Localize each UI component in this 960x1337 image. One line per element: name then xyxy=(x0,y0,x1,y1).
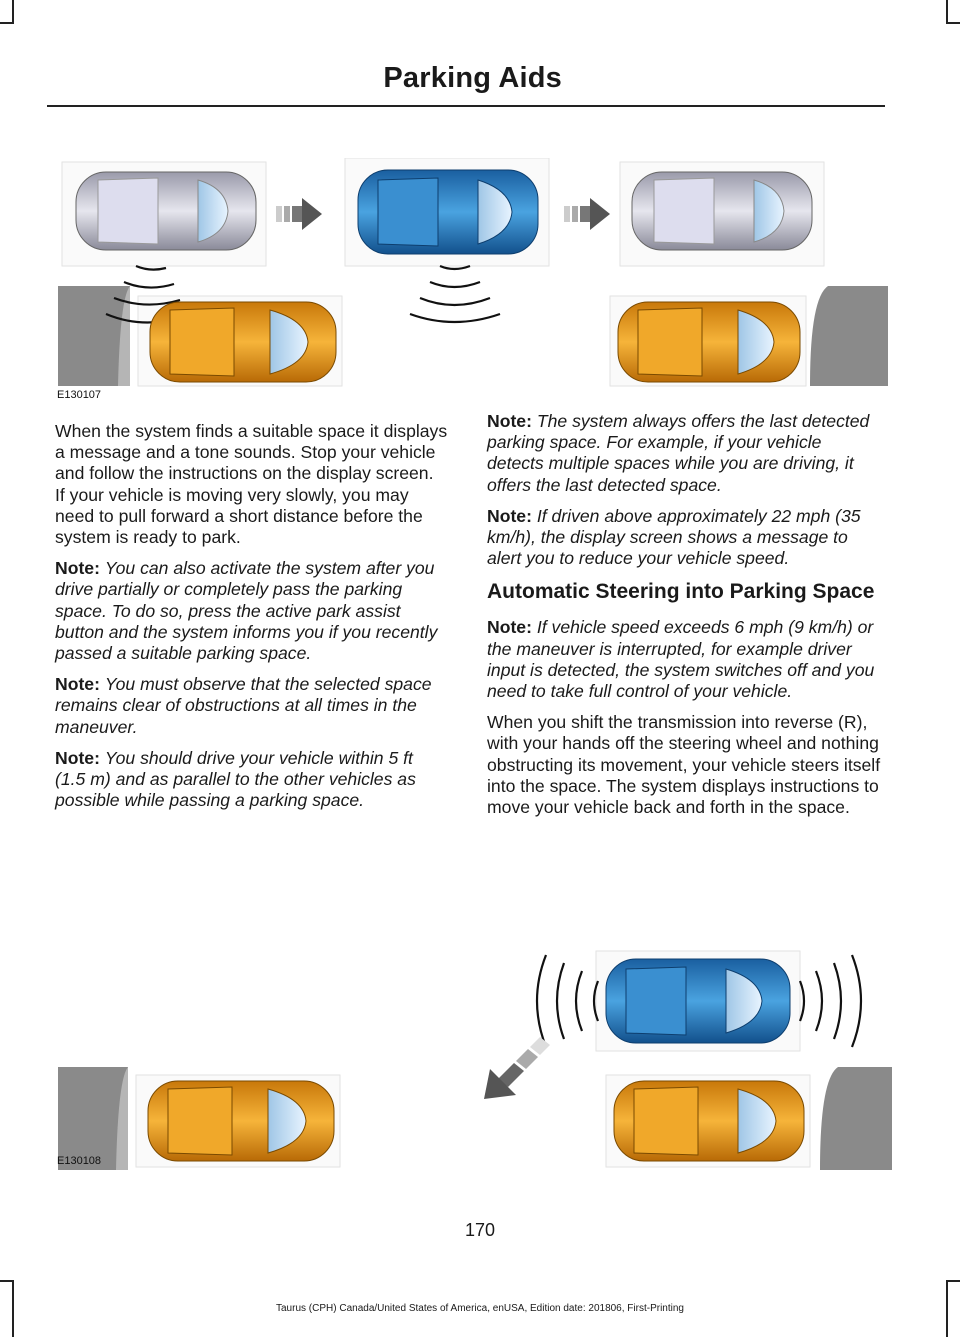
orange-car-icon xyxy=(148,1081,334,1161)
note-label: Note: xyxy=(55,674,100,695)
note xyxy=(487,411,882,496)
figure-code: E130107 xyxy=(57,389,102,401)
note-text: You must observe that the selected space remains clear of obstructions at all times in the maneuver. xyxy=(55,674,432,737)
orange-car-icon xyxy=(614,1081,804,1161)
left-column xyxy=(55,421,448,821)
note xyxy=(487,617,882,702)
paragraph: When the system finds a suitable space it displays a message and a tone sounds. Stop your vehicle and follow the instructions on the display screen. If your vehicle is moving very slowly, you may need to pull forward a short distance before the system is ready to park. xyxy=(55,421,448,548)
blue-car-icon xyxy=(358,170,538,254)
blue-car-icon xyxy=(606,959,790,1043)
silver-car-icon xyxy=(76,172,256,250)
note-label: Note: xyxy=(487,411,532,431)
header-rule xyxy=(47,105,885,107)
reverse-arrow-icon xyxy=(484,1037,550,1099)
figure-parking-space-detection xyxy=(58,158,888,388)
note xyxy=(487,506,882,570)
sensor-waves-icon xyxy=(410,266,500,322)
note-text: If driven above approximately 22 mph (35 km/h), the display screen shows a message to alert you to reduce your vehicle speed. xyxy=(487,505,861,569)
note-text: If vehicle speed exceeds 6 mph (9 km/h) or the maneuver is interrupted, for example driver input is detected, the system switches off and you need to take full control of your vehicle. xyxy=(487,617,875,702)
arrow-right-icon xyxy=(276,198,322,230)
silver-car-icon xyxy=(632,172,812,250)
parking-diagram-2 xyxy=(58,945,892,1170)
page-title: Parking Aids xyxy=(383,62,562,94)
orange-car-icon xyxy=(618,302,800,382)
crop-mark xyxy=(946,0,948,24)
note-text: You should drive your vehicle within 5 ft (1.5 m) and as parallel to the other vehicles as possible while passing a parking space. xyxy=(55,747,416,811)
figure-automatic-steering xyxy=(58,945,892,1170)
crop-mark xyxy=(0,1280,14,1282)
sensor-waves-icon xyxy=(800,955,861,1047)
crop-mark xyxy=(946,22,960,24)
figure-code: E130108 xyxy=(57,1155,102,1167)
right-column xyxy=(487,411,882,828)
note-text: The system always offers the last detected parking space. For example, if your vehicle detects multiple spaces while you are driving, it offers the last detected space. xyxy=(487,411,870,495)
curb-block xyxy=(820,1067,892,1170)
crop-mark xyxy=(0,22,14,24)
section-heading: Automatic Steering into Parking Space xyxy=(487,580,875,604)
note-label: Note: xyxy=(55,747,100,768)
note xyxy=(55,558,448,664)
crop-mark xyxy=(12,0,14,24)
page-number: 170 xyxy=(464,1220,496,1240)
orange-car-icon xyxy=(150,302,336,382)
note xyxy=(55,748,448,812)
arrow-right-icon xyxy=(564,198,610,230)
note-text: You can also activate the system after you drive partially or completely pass the parking space. To do so, press the active park assist button and the system informs you if you recently passed a suitable parking space. xyxy=(55,558,438,664)
footer-text: Taurus (CPH) Canada/United States of America, enUSA, Edition date: 201806, First-Printing xyxy=(276,1303,684,1314)
note-label: Note: xyxy=(487,617,532,638)
note-label: Note: xyxy=(55,558,100,579)
note-label: Note: xyxy=(487,505,532,526)
paragraph: When you shift the transmission into reverse (R), with your hands off the steering wheel and nothing obstructing its movement, your vehicle steers itself into the space. The system displays instructions to move your vehicle back and forth in the space. xyxy=(487,712,881,818)
crop-mark xyxy=(946,1280,960,1282)
curb-block xyxy=(810,286,888,386)
note xyxy=(55,674,448,738)
parking-diagram-1 xyxy=(58,158,888,388)
sensor-waves-icon xyxy=(537,955,598,1047)
